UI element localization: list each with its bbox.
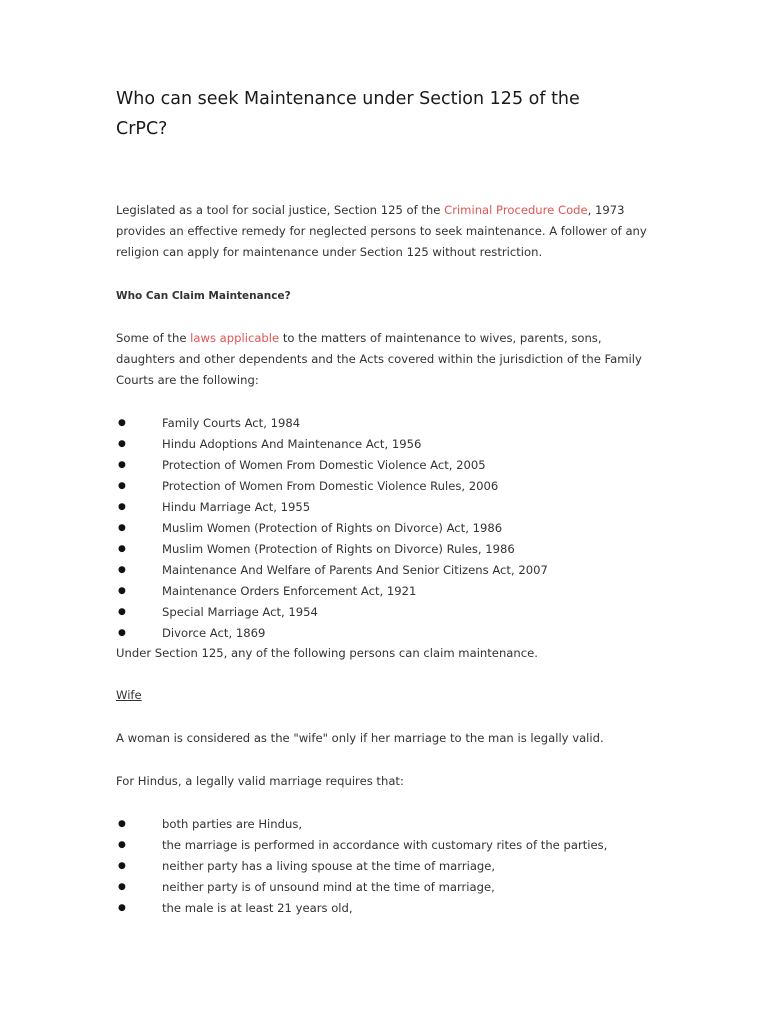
bullet-icon: ● [118, 819, 126, 829]
list-item [116, 898, 661, 919]
list-item [116, 581, 661, 602]
act-label: Protection of Women From Domestic Violence Act, 2005 [162, 458, 486, 472]
intro-text-before: Legislated as a tool for social justice, Section 125 of the [116, 203, 445, 217]
wife-paragraph: A woman is considered as the "wife" only if her marriage to the man is legally valid. [116, 731, 604, 745]
acts-list [116, 413, 661, 644]
bullet-icon: ● [118, 903, 126, 913]
bullet-icon: ● [118, 460, 126, 470]
condition-label: the marriage is performed in accordance with customary rites of the parties, [162, 838, 608, 852]
intro-paragraph [116, 200, 661, 263]
laws-paragraph [116, 328, 661, 391]
act-label: Hindu Marriage Act, 1955 [162, 500, 311, 514]
section-125-line: Under Section 125, any of the following persons can claim maintenance. [116, 646, 538, 660]
bullet-icon: ● [118, 607, 126, 617]
list-item [116, 623, 661, 644]
list-item [116, 455, 661, 476]
hindus-paragraph: For Hindus, a legally valid marriage requires that: [116, 774, 404, 788]
bullet-icon: ● [118, 840, 126, 850]
act-label: Hindu Adoptions And Maintenance Act, 1956 [162, 437, 422, 451]
list-item [116, 560, 661, 581]
list-item [116, 602, 661, 623]
wife-heading: Wife [116, 688, 142, 702]
laws-text-before: Some of the [116, 331, 191, 345]
act-label: Protection of Women From Domestic Violence Rules, 2006 [162, 479, 499, 493]
act-label: Maintenance Orders Enforcement Act, 1921 [162, 584, 417, 598]
act-label: Family Courts Act, 1984 [162, 416, 301, 430]
bullet-icon: ● [118, 882, 126, 892]
bullet-icon: ● [118, 418, 126, 428]
list-item [116, 539, 661, 560]
laws-text-after: to the matters of maintenance to wives, parents, sons, daughters and other dependents and the Acts covered within the jurisdiction of the Family Courts are the following: [116, 331, 642, 387]
intro-text-after: , 1973 provides an effective remedy for neglected persons to seek maintenance. A follower of any religion can apply for maintenance under Section 125 without restriction. [116, 203, 647, 259]
list-item [116, 413, 661, 434]
list-item [116, 856, 661, 877]
act-label: Special Marriage Act, 1954 [162, 605, 318, 619]
conditions-list [116, 814, 661, 919]
bullet-icon: ● [118, 565, 126, 575]
bullet-icon: ● [118, 502, 126, 512]
list-item [116, 476, 661, 497]
act-label: Maintenance And Welfare of Parents And Senior Citizens Act, 2007 [162, 563, 548, 577]
act-label: Divorce Act, 1869 [162, 626, 266, 640]
act-label: Muslim Women (Protection of Rights on Divorce) Act, 1986 [162, 521, 503, 535]
bullet-icon: ● [118, 628, 126, 638]
bullet-icon: ● [118, 544, 126, 554]
bullet-icon: ● [118, 586, 126, 596]
list-item [116, 877, 661, 898]
act-label: Muslim Women (Protection of Rights on Divorce) Rules, 1986 [162, 542, 515, 556]
bullet-icon: ● [118, 523, 126, 533]
bullet-icon: ● [118, 439, 126, 449]
list-item [116, 497, 661, 518]
page-title: Who can seek Maintenance under Section 125 of the CrPC? [116, 89, 580, 139]
who-can-claim-heading: Who Can Claim Maintenance? [116, 290, 291, 302]
condition-label: neither party has a living spouse at the time of marriage, [162, 859, 496, 873]
list-item [116, 835, 661, 856]
list-item [116, 434, 661, 455]
condition-label: the male is at least 21 years old, [162, 901, 353, 915]
criminal-procedure-code-link[interactable]: Criminal Procedure Code [444, 203, 588, 217]
list-item [116, 814, 661, 835]
condition-label: both parties are Hindus, [162, 817, 303, 831]
bullet-icon: ● [118, 481, 126, 491]
laws-applicable-link[interactable]: laws applicable [190, 331, 280, 345]
condition-label: neither party is of unsound mind at the time of marriage, [162, 880, 495, 894]
bullet-icon: ● [118, 861, 126, 871]
list-item [116, 518, 661, 539]
